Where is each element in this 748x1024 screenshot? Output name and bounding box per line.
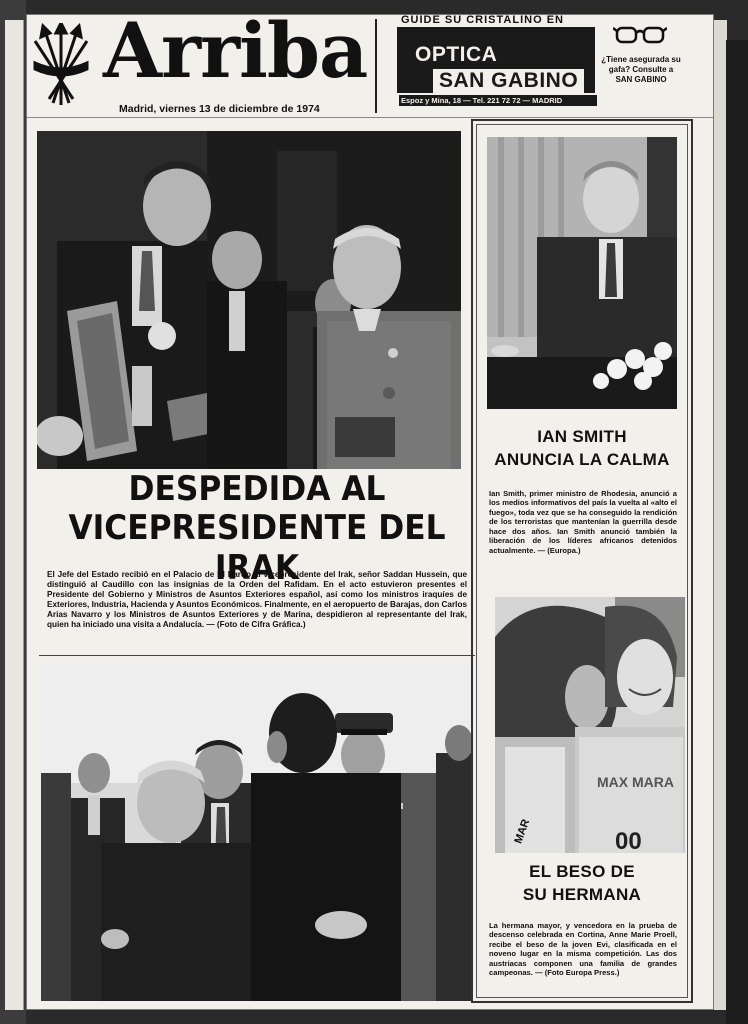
- book-binding: [0, 0, 26, 1024]
- main-story-rule: [39, 655, 475, 656]
- newspaper-page: [26, 6, 714, 1010]
- dateline: Madrid, viernes 13 de diciembre de 1974: [119, 103, 320, 115]
- page-edges: [712, 20, 727, 1010]
- masthead-divider: [375, 19, 377, 113]
- scan-background: [726, 40, 748, 1024]
- newspaper-title: Arriba: [103, 6, 368, 95]
- sisters-body: La hermana mayor, y vencedora en la prueba de descenso celebrada en Cortina, Anne Marie Proell, recibe el beso de la joven Evi, clasificada en el noveno lugar en la misma competición. Las dos austriacas componen una familia de grandes campeonas. — (Foto Europa Press.): [489, 921, 677, 978]
- airport-farewell-photo: [41, 663, 473, 1001]
- ad-question: ¿Tiene asegurada su gafa? Consulte a SAN GABINO: [601, 55, 681, 84]
- award-ceremony-photo: [37, 131, 461, 469]
- masthead: [27, 6, 713, 118]
- ian-smith-headline-line2: ANUNCIA LA CALMA: [494, 449, 670, 469]
- svg-text:00: 00: [615, 828, 642, 853]
- ad-address: Espoz y Mina, 18 — Tel. 221 72 72 — MADRID: [399, 95, 597, 106]
- sisters-kiss-photo: [495, 597, 685, 853]
- right-column-frame: [471, 119, 693, 1003]
- ian-smith-photo: [487, 137, 677, 409]
- glasses-icon: [613, 23, 667, 47]
- bib-text: MAX MARA: [597, 774, 674, 790]
- ian-smith-body: Ian Smith, primer ministro de Rhodesia, anunció a los medios informativos del país la vuelta al «alto el fuego», toda vez que se ha conseguido la rendición de los terroristas que mantenían la guerrilla desde hace dos años. Ian Smith anunció también la liberación de los líderes africanos detenidos actualmente. — (Europa.): [489, 489, 677, 555]
- main-headline-line1: DESPEDIDA AL: [128, 469, 386, 509]
- sisters-headline-line2: SU HERMANA: [522, 884, 642, 904]
- main-story-body: El Jefe del Estado recibió en el Palacio de El Pardo al vicepresidente del Irak, señor Saddan Hussein, que distinguió al Caudillo con las insignias de la Orden del Rafidam. En el acto estuvieron presentes el Presidente del Gobierno y Ministros de Asuntos Exteriores español, así como los ministros iraquíes de Exteriores, Industria, Hacienda y Asuntos Económicos. Finalmente, en el aeropuerto de Barajas, don Carlos Arias Navarro y los Ministros de Asuntos Exteriores y de Marina, despidieron al representante del Irak, quien ha iniciado una visita a Andalucía. — (Foto de Cifra Gráfica.): [47, 570, 467, 629]
- ad-name-line2: SAN GABINO: [433, 69, 584, 93]
- ian-smith-headline: [478, 426, 686, 472]
- sisters-headline: [478, 861, 686, 907]
- yoke-and-arrows-emblem-icon: [31, 23, 91, 109]
- ad-name-line1: OPTICA: [415, 43, 498, 66]
- optician-advertisement: [385, 15, 705, 113]
- ad-name-box: [397, 27, 595, 93]
- ian-smith-headline-line1: IAN SMITH: [537, 427, 627, 446]
- sisters-headline-line1: EL BESO DE: [529, 862, 635, 881]
- svg-text:MAR: MAR: [512, 817, 533, 846]
- ad-tagline: GUIDE SU CRISTALINO EN: [401, 14, 564, 26]
- main-headline-line2: VICEPRESIDENTE DEL IRAK: [68, 508, 446, 588]
